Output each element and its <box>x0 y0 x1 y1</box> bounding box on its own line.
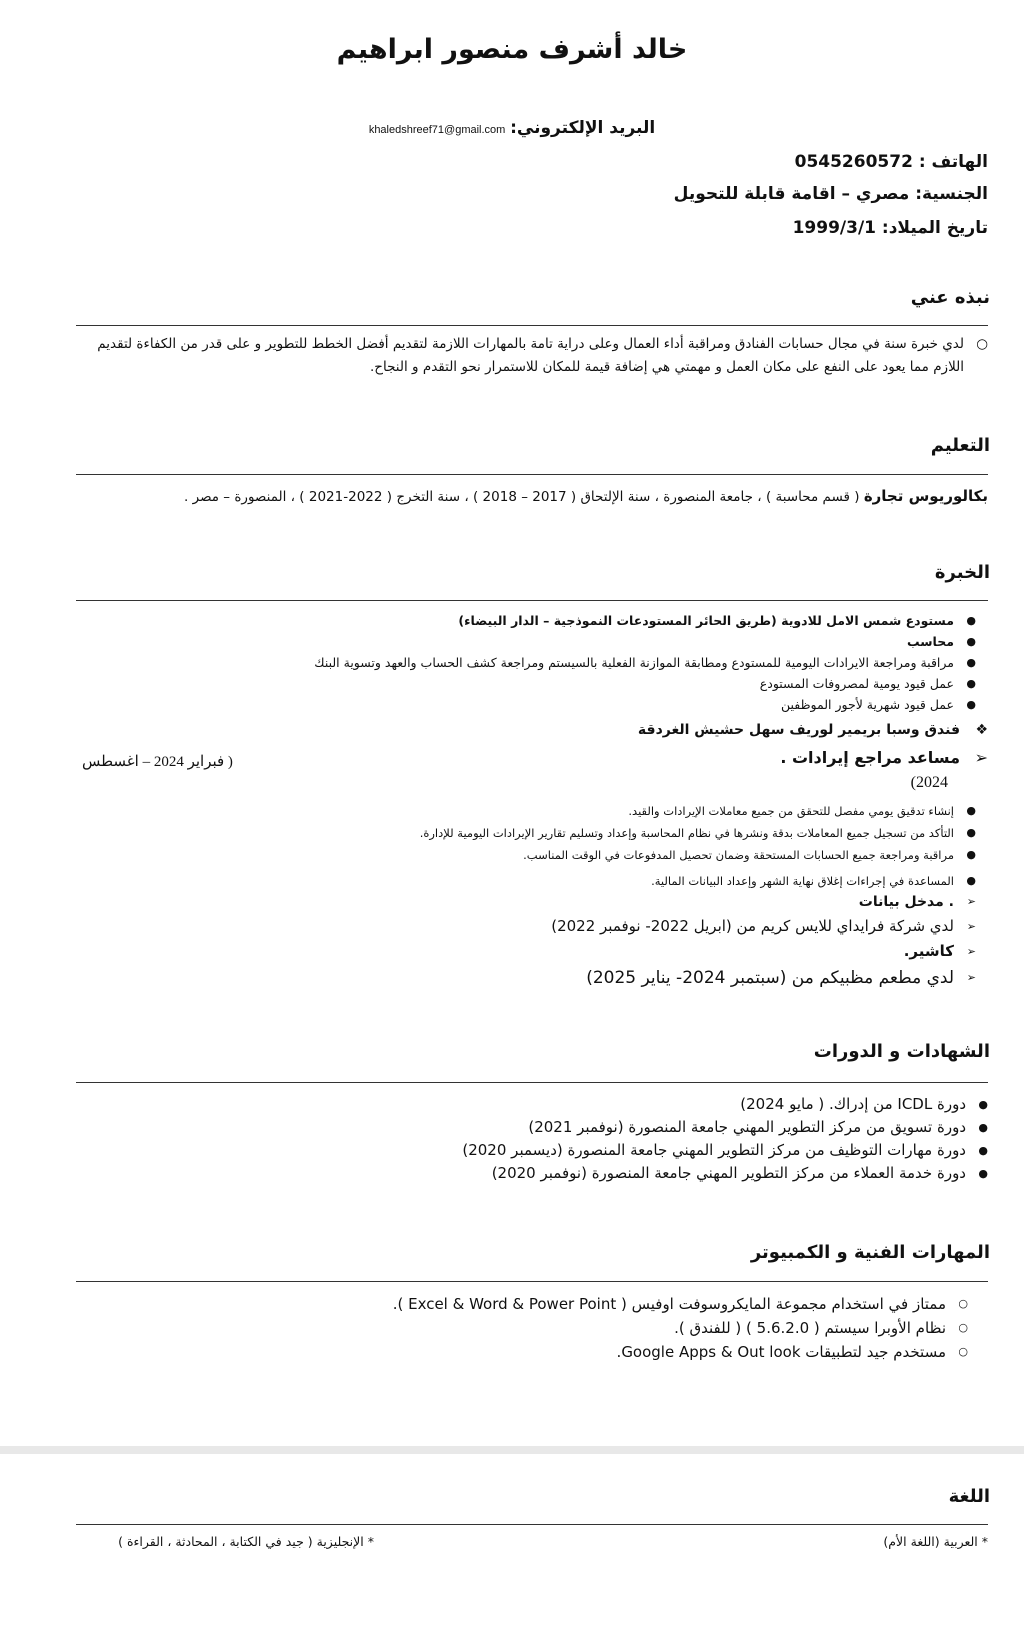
role-2-text: مساعد مراجع إيرادات . <box>780 748 960 767</box>
role-3 <box>76 890 976 914</box>
role-4-detail <box>76 964 976 992</box>
task-1-3 <box>76 694 976 715</box>
arrow-bullet-icon: ➢ <box>966 920 976 933</box>
experience-rule <box>76 600 988 601</box>
skill-text: ممتاز في استخدام مجموعة المايكروسوفت اوفيس ( Excel & Word & Power Point ). <box>392 1295 946 1313</box>
skills-rule <box>76 1281 988 1282</box>
diamond-bullet-icon: ❖ <box>975 722 988 738</box>
education-degree: بكالوريوس تجارة <box>863 487 988 505</box>
task-text: مراقبة ومراجعة الايرادات اليومية للمستودع ومطابقة الموازنة الفعلية بالسيستم ومراجعة كشف الحساب والعهد وتسوية البنك <box>314 655 954 670</box>
task-2-3 <box>76 844 976 870</box>
skill-text: نظام الأوبرا سيستم ( 5.6.2.0 ) ( للفندق ). <box>674 1319 946 1337</box>
experience-list-2 <box>76 800 976 892</box>
dot-bullet-icon: ● <box>966 635 976 648</box>
task-text: المساعدة في إجراءات إغلاق نهاية الشهر وإعداد البيانات المالية. <box>651 874 954 888</box>
task-text: عمل قيود يومية لمصروفات المستودع <box>759 676 954 691</box>
about-text <box>28 333 988 379</box>
dot-bullet-icon: ● <box>978 1144 988 1157</box>
task-2-1 <box>76 800 976 822</box>
employer-1-text: مستودع شمس الامل للادوية (طريق الحائر المستودعات النموذجية – الدار البيضاء) <box>458 613 954 628</box>
arrow-bullet-icon: ➢ <box>966 971 976 984</box>
arrow-bullet-icon: ➢ <box>966 945 976 958</box>
certificate-item <box>88 1093 988 1116</box>
role-2-period-end: 2024) <box>910 774 948 791</box>
skills-title: المهارات الفنية و الكمبيوتر <box>750 1242 990 1263</box>
task-1-2 <box>76 673 976 694</box>
email-value: khaledshreef71@gmail.com <box>368 124 506 136</box>
dot-bullet-icon: ● <box>966 848 976 861</box>
task-text: إنشاء تدقيق يومي مفصل للتحقق من جميع معاملات الإيرادات والقيد. <box>628 804 954 818</box>
certificate-item <box>88 1139 988 1162</box>
dot-bullet-icon: ● <box>966 656 976 669</box>
circle-bullet-icon: ○ <box>958 1321 968 1334</box>
arrow-bullet-icon: ➢ <box>974 748 988 767</box>
about-rule <box>76 325 988 326</box>
role-2-period: ( فبراير 2024 – اغسطس <box>82 754 233 770</box>
role-4-detail-text: لدي مطعم مظبيكم من (سبتمبر 2024- يناير 2025) <box>586 968 954 988</box>
employer-2 <box>638 722 988 738</box>
birth-value: 1999/3/1 <box>792 218 876 238</box>
certificates-rule <box>76 1082 988 1083</box>
dot-bullet-icon: ● <box>966 614 976 627</box>
about-title: نبذه عني <box>910 287 990 308</box>
role-3-detail <box>76 914 976 939</box>
employer-1 <box>76 610 976 631</box>
dot-bullet-icon: ● <box>978 1167 988 1180</box>
role-3-text: . مدخل بيانات <box>858 894 954 910</box>
certificate-text: دورة ICDL من إدراك. ( مايو 2024) <box>740 1095 966 1113</box>
experience-list-3 <box>76 890 976 992</box>
skill-item <box>88 1292 968 1316</box>
language-english: * الإنجليزية ( جيد في الكتابة ، المحادثة ، القراءة ) <box>118 1534 374 1549</box>
birth-label: تاريخ الميلاد: <box>881 218 988 238</box>
arrow-bullet-icon: ➢ <box>966 895 976 908</box>
language-arabic: * العربية (اللغة الأم) <box>883 1534 988 1549</box>
page-divider <box>0 1446 1024 1454</box>
phone-value: 0545260572 <box>794 152 913 172</box>
education-rule <box>76 474 988 475</box>
education-details: ( قسم محاسبة ) ، جامعة المنصورة ، سنة الإلتحاق ( 2017 – 2018 ) ، سنة التخرج ( 2022-2021 ) ، المنصورة – مصر . <box>184 489 860 505</box>
dot-bullet-icon: ● <box>966 677 976 690</box>
dot-bullet-icon: ● <box>966 804 976 817</box>
task-2-4 <box>76 870 976 892</box>
dot-bullet-icon: ● <box>978 1121 988 1134</box>
certificate-item <box>88 1162 988 1185</box>
role-4 <box>76 939 976 964</box>
role-1 <box>76 631 976 652</box>
skill-text: مستخدم جيد لتطبيقات Google Apps & Out look. <box>616 1343 946 1361</box>
skills-list <box>88 1292 968 1364</box>
candidate-name: خالد أشرف منصور ابراهيم <box>336 34 688 65</box>
task-text: مراقبة ومراجعة جميع الحسابات المستحقة وضمان تحصيل المدفوعات في الوقت المناسب. <box>523 848 954 862</box>
certificates-title: الشهادات و الدورات <box>813 1041 990 1062</box>
dot-bullet-icon: ● <box>966 826 976 839</box>
phone-label: الهاتف : <box>918 152 988 172</box>
role-4-text: كاشير. <box>903 942 954 960</box>
task-1-1 <box>76 652 976 673</box>
circle-bullet-icon: ○ <box>976 336 988 352</box>
about-line-2: اللازم مما يعود على النفع على مكان العمل و مهمتي هي إضافة قيمة للمكان للاستمرار نحو التقدم و النجاح. <box>369 359 964 375</box>
dot-bullet-icon: ● <box>978 1098 988 1111</box>
education-entry <box>184 487 988 505</box>
language-rule <box>76 1524 988 1525</box>
birth-line <box>793 218 988 238</box>
nationality-value: مصري – اقامة قابلة للتحويل <box>673 184 910 204</box>
certificate-text: دورة خدمة العملاء من مركز التطوير المهني جامعة المنصورة (نوفمبر 2020) <box>491 1164 966 1182</box>
circle-bullet-icon: ○ <box>958 1297 968 1310</box>
phone-line <box>795 152 988 172</box>
about-line-1: لدي خبرة سنة في مجال حسابات الفنادق ومراقبة أداء العمال وعلى دراية تامة بالمهارات اللازمة لتقديم أفضل الخطط للتطوير و على قدر من الكفاءة لتقديم <box>97 336 964 352</box>
circle-bullet-icon: ○ <box>958 1345 968 1358</box>
skill-item <box>88 1316 968 1340</box>
education-title: التعليم <box>930 435 990 456</box>
role-2 <box>780 748 988 767</box>
certificate-item <box>88 1116 988 1139</box>
task-2-2 <box>76 822 976 844</box>
skill-item <box>88 1340 968 1364</box>
language-title: اللغة <box>948 1486 990 1507</box>
experience-title: الخبرة <box>934 562 990 583</box>
employer-2-text: فندق وسبا بريمير لوريف سهل حشيش الغردقة <box>637 722 960 738</box>
role-3-detail-text: لدي شركة فرايداي للايس كريم من (ابريل 2022- نوفمبر 2022) <box>551 917 954 935</box>
certificates-list <box>88 1093 988 1185</box>
role-1-text: محاسب <box>907 634 954 649</box>
task-text: التأكد من تسجيل جميع المعاملات بدقة ونشرها في نظام المحاسبة وإعداد وتسليم تقارير الإيرادات اليومية للإدارة. <box>419 826 954 840</box>
email-line <box>0 118 1024 138</box>
experience-list-1 <box>76 610 976 715</box>
task-text: عمل قيود شهرية لأجور الموظفين <box>780 697 954 712</box>
certificate-text: دورة تسويق من مركز التطوير المهني جامعة المنصورة (نوفمبر 2021) <box>528 1118 966 1136</box>
email-label: البريد الإلكتروني: <box>510 118 656 138</box>
nationality-line <box>674 184 988 204</box>
dot-bullet-icon: ● <box>966 698 976 711</box>
certificate-text: دورة مهارات التوظيف من مركز التطوير المهني جامعة المنصورة (ديسمبر 2020) <box>462 1141 966 1159</box>
nationality-label: الجنسية: <box>915 184 988 204</box>
dot-bullet-icon: ● <box>966 874 976 887</box>
